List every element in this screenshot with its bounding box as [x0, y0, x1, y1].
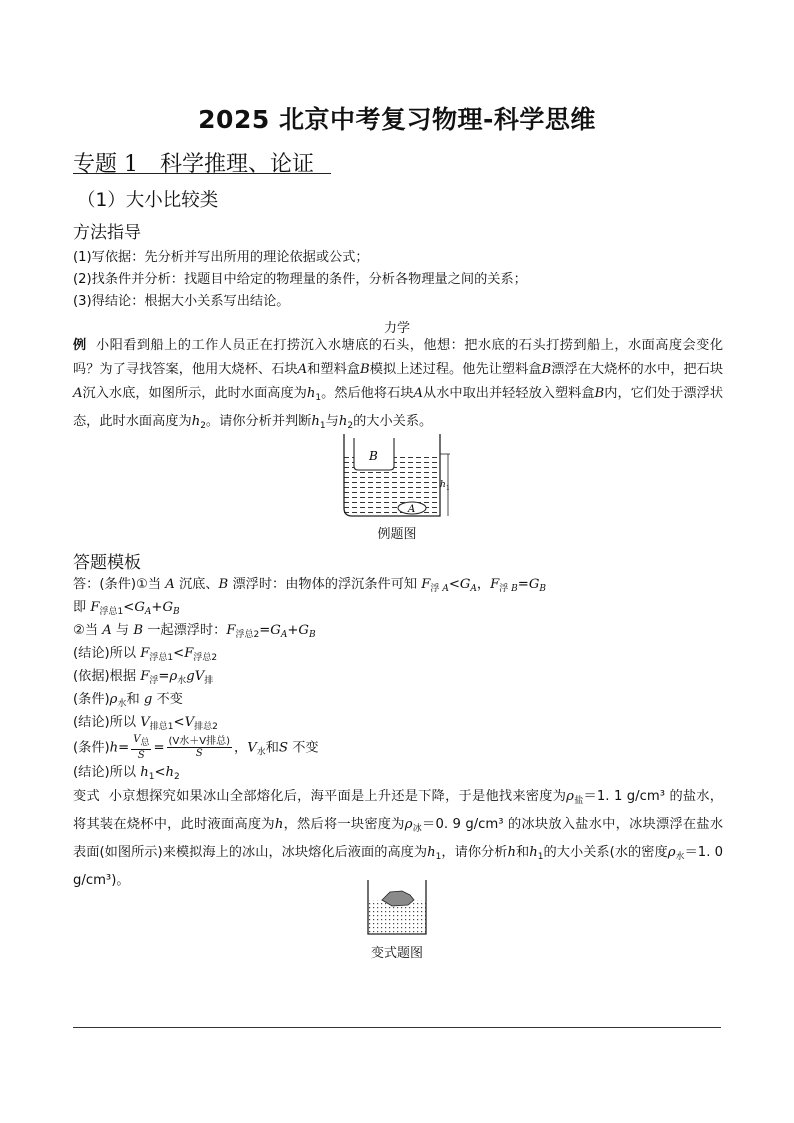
method-step-2: (2)找条件并分析：找题目中给定的物理量的条件，分析各物理量之间的关系； [73, 272, 527, 287]
answer-line-5: (依据)根据 $F_浮=\rho_水gV_排$ [73, 669, 214, 686]
answer-line-9: (结论)所以 $h_1<h_2$ [73, 765, 180, 782]
topic-heading: 专题 1 科学推理、论证 [73, 152, 314, 177]
label-h1-sub: 1 [446, 485, 450, 492]
section-label: 力学 [383, 321, 410, 336]
example-label: 例 [73, 338, 87, 353]
method-heading: 方法指导 [73, 223, 141, 243]
answer-line-6: (条件)$\rho_水$和 g 不变 [73, 692, 183, 709]
example-beaker-figure [336, 430, 456, 522]
topic-underline [73, 173, 331, 174]
method-step-1: (1)写依据：先分析并写出所用的理论依据或公式； [73, 250, 369, 265]
answer-line-1: 答：(条件)①当 A 沉底、B 漂浮时：由物体的浮沉条件可知 $F_{浮 A}<G_A$，$F_{浮 B}=G_B$ [73, 577, 547, 594]
answer-line-8: (条件)h= $\frac{V_总}{S}$ = $\frac{\text{(V水＋V排总)}}{S}$ ，$V_水$和S 不变 [73, 734, 319, 761]
answer-line-7: (结论)所以 $V_{排总1}<V_{排总2}$ [73, 715, 218, 732]
answer-line-4: (结论)所以 $F_{浮总1}<F_{浮总2}$ [73, 646, 218, 663]
variant-label: 变式 [73, 789, 100, 804]
subtopic-heading: （1）大小比较类 [77, 190, 219, 211]
label-B: B [369, 449, 378, 463]
fraction-1: $\frac{V_总}{S}$ [133, 734, 150, 761]
variant-figure-caption: 变式题图 [370, 946, 423, 961]
variant-text: 变式 小京想探究如果冰山全部熔化后，海平面是上升还是下降，于是他找来密度为$\rho_盐=1$. 1 g/cm³ 的盐水，将其装在烧杯中，此时液面高度为h，然后将一块密度为$\rho_冰=0$. 9 g/cm³ 的冰块放入盐水中，冰块漂浮在盐水表面(如图所示)来模拟海上的冰山，冰块熔化后液面的高度为$h_1$，请你分析h和$h_1$的大小关系(水的密度$\rho_水=1$. 0 g/cm³)。 [73, 789, 724, 888]
variant-beaker-figure [364, 878, 430, 938]
answer-heading: 答题模板 [73, 553, 141, 573]
footer-divider [73, 1027, 721, 1028]
document-title: 2025 北京中考复习物理-科学思维 [198, 105, 596, 134]
label-h1: h [440, 480, 446, 490]
answer-line-3: ②当 A 与 B 一起漂浮时：$F_{浮总2}=G_A+G_B$ [73, 623, 316, 640]
example-figure-caption: 例题图 [377, 527, 417, 542]
example-text: 例 小阳看到船上的工作人员正在打捞沉入水塘底的石头，他想：把水底的石头打捞到船上，水面高度会变化吗？为了寻找答案，他用大烧杯、石块A和塑料盒B模拟上述过程。他先让塑料盒B漂浮在大烧杯的水中，把石块A沉入水底，如图所示，此时水面高度为$h_1$。然后他将石块A从水中取出并轻轻放入塑料盒B内，它们处于漂浮状态，此时水面高度为$h_2$。请你分析并判断$h_1$与$h_2$的大小关系。 [73, 338, 724, 431]
fraction-2: $\frac{\text{(V水＋V排总)}}{S}$ [168, 736, 231, 759]
method-step-3: (3)得结论：根据大小关系写出结论。 [73, 294, 290, 309]
answer-line-2: 即 $F_{浮总1}<G_A+G_B$ [73, 600, 180, 617]
label-A: A [408, 504, 416, 515]
